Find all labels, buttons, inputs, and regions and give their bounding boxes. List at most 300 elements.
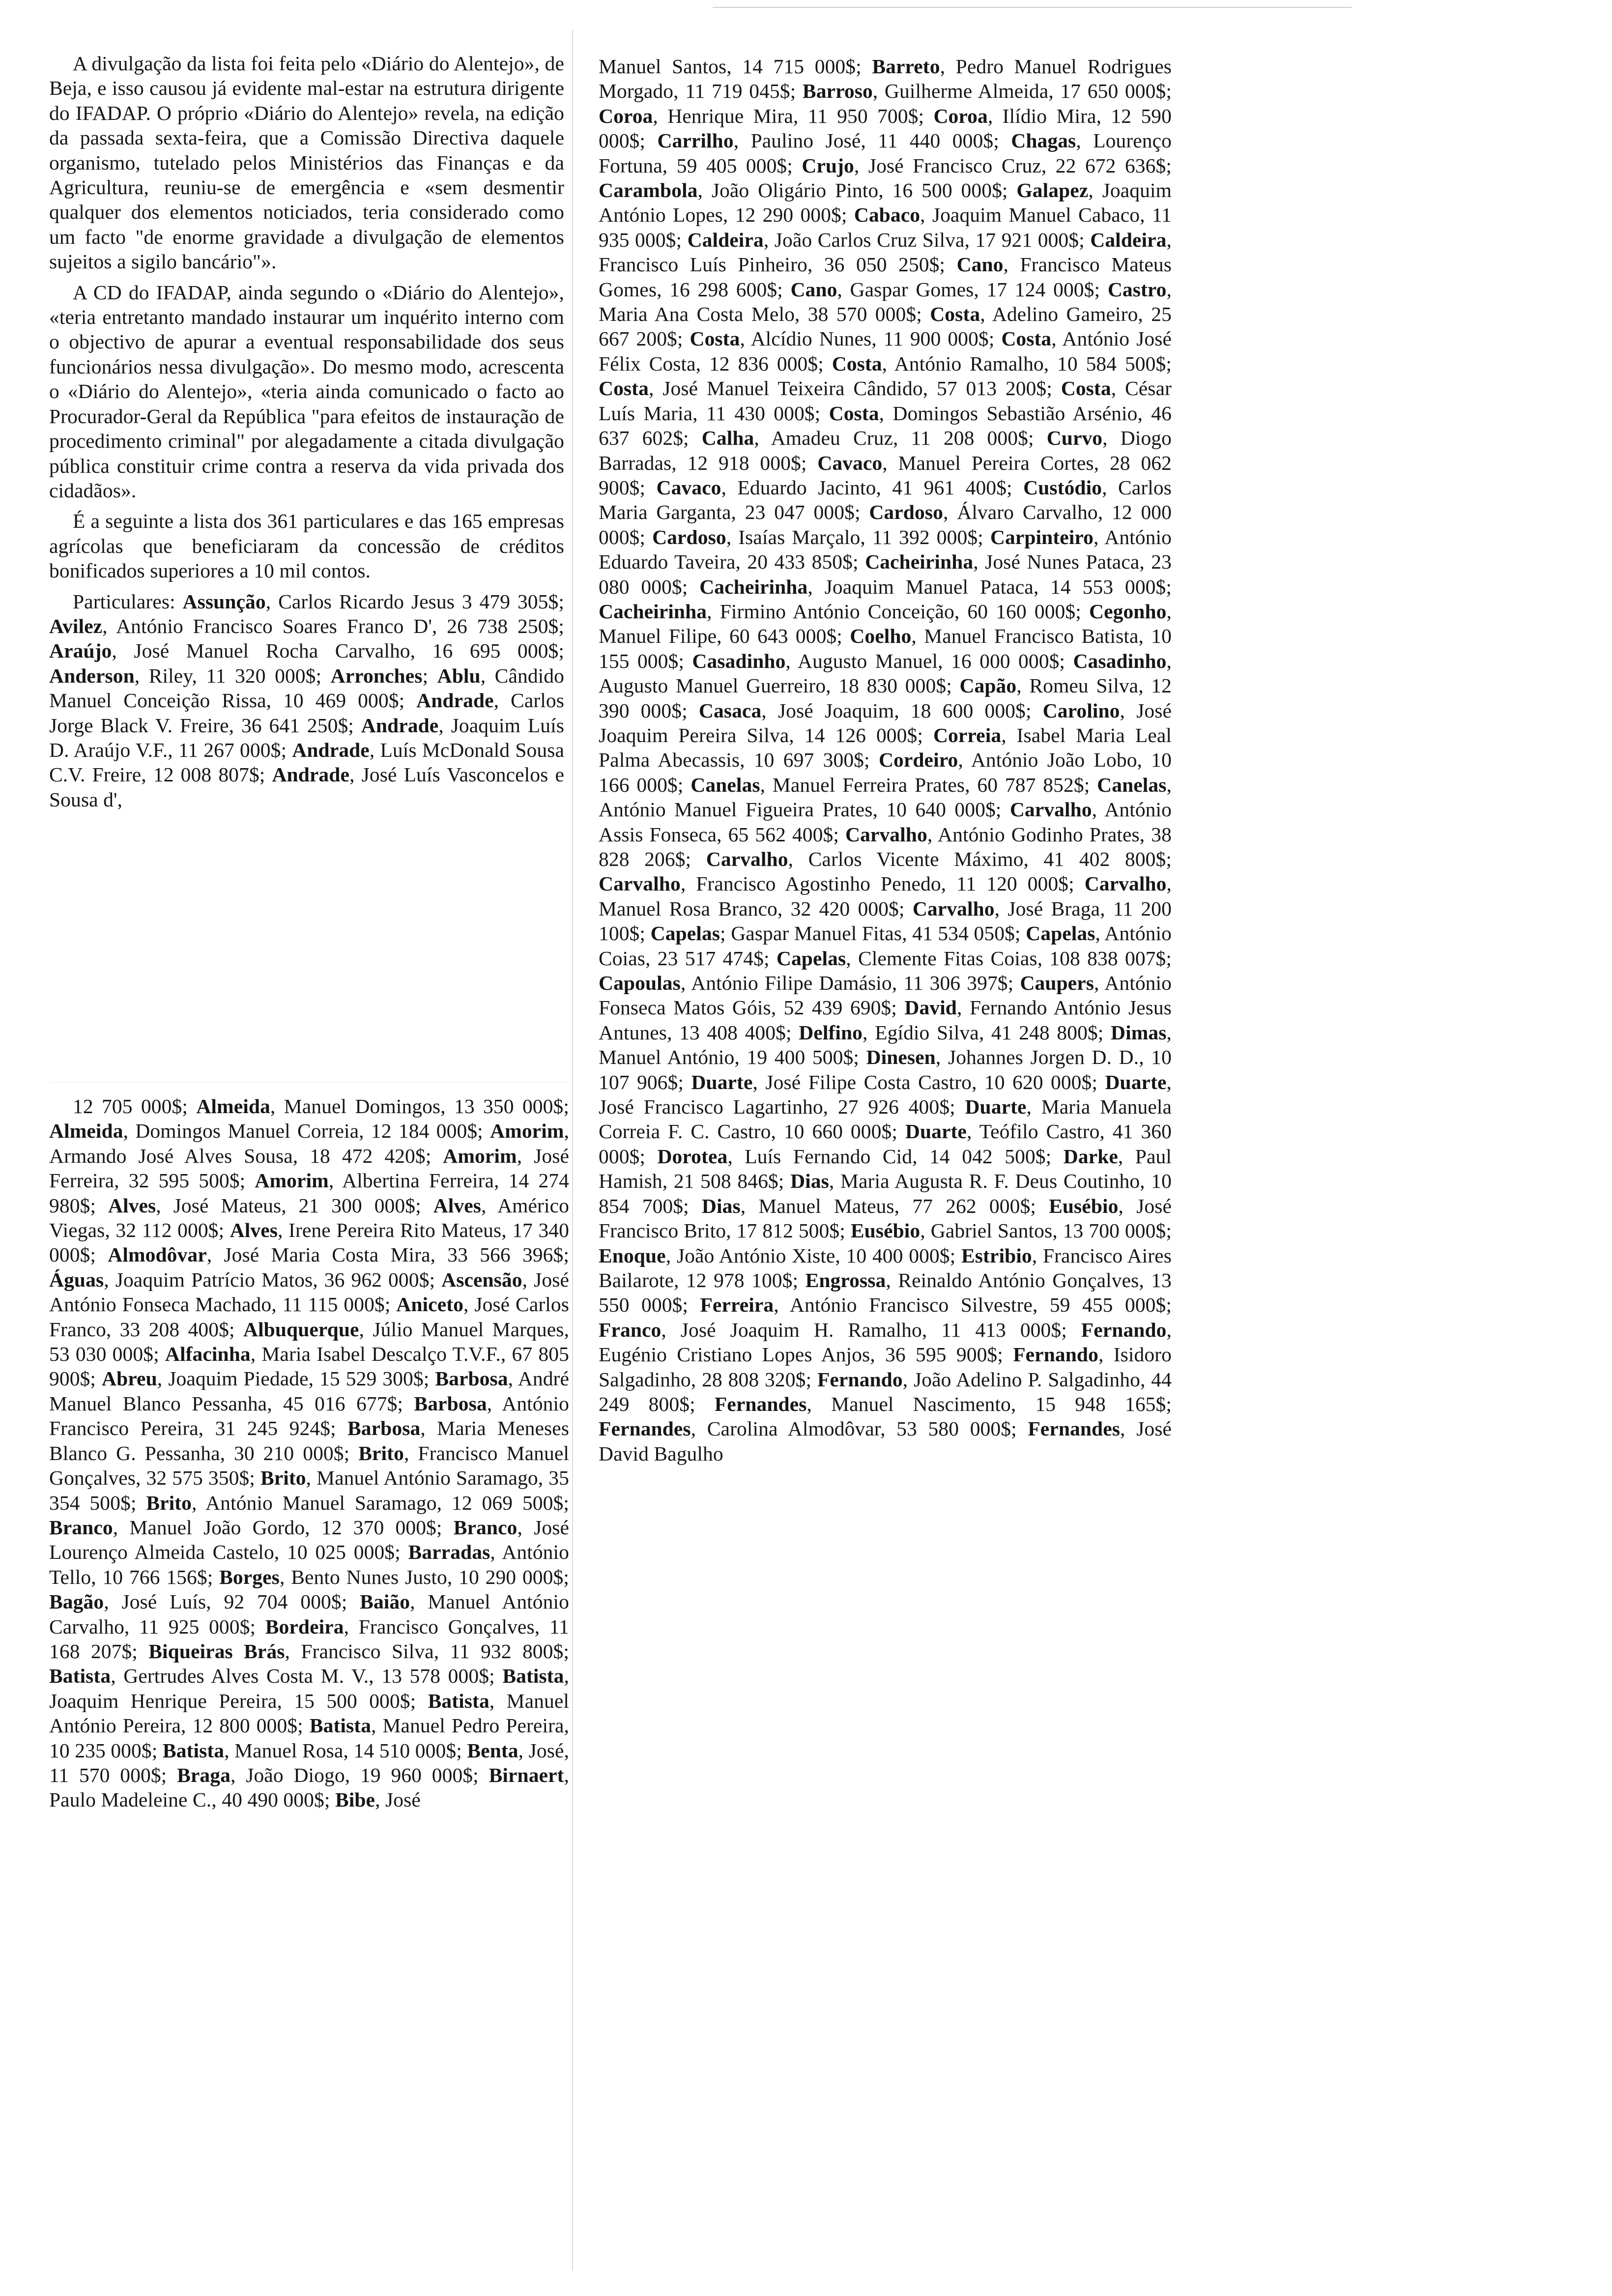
entry-surname: Carvalho (599, 872, 681, 895)
entry-surname: Duarte (691, 1070, 753, 1093)
entry-details: , António Coias, 23 517 474$; (599, 922, 1172, 970)
list-entry (183, 590, 564, 613)
entry-details: , Luís Fernando Cid, 14 042 500$; (727, 1145, 1064, 1168)
entry-details: , Manuel António, 19 400 500$; (599, 1021, 1172, 1069)
entry-details: , Francisco Silva, 11 932 800$; (285, 1639, 569, 1663)
list-entry (49, 615, 564, 637)
entry-surname: Costa (1001, 327, 1052, 350)
entry-surname: Fernando (1013, 1343, 1098, 1366)
entry-surname: Dias (701, 1194, 741, 1217)
entry-details: , Paulo Madeleine C., 40 490 000$; (49, 1763, 569, 1811)
entry-details: , António Filipe Damásio, 11 306 397$; (680, 972, 1020, 995)
entry-details: , Francisco Agostinho Penedo, 11 120 000$; (680, 872, 1085, 895)
list-entry (599, 1417, 1028, 1440)
entry-details: , Diogo Barradas, 12 918 000$; (599, 427, 1172, 474)
entry-details: , Maria Isabel Descalço T.V.F., 67 805 900$; (49, 1343, 569, 1390)
entry-details: , Ilídio Mira, 12 590 000$; (599, 104, 1172, 152)
entry-details: , António José Félix Costa, 12 836 000$; (599, 327, 1172, 375)
entry-surname: Carvalho (1009, 798, 1092, 821)
entry-details: , Isabel Maria Leal Palma Abecassis, 10 697 300$; (599, 723, 1172, 772)
entry-details: , Joaquim Henrique Pereira, 15 500 000$; (49, 1665, 569, 1712)
entry-details: Manuel Santos, 14 715 000$; (599, 55, 872, 78)
entry-details: , António Ramalho, 10 584 500$; (882, 352, 1172, 375)
intro-paragraph-1: A divulgação da lista foi feita pelo «Diário do Alentejo», de Beja, e isso causou já evidente mal-estar na estrutura dirigente do IFADAP. O próprio «Diário do Alentejo» revela, na edição da passada sexta-feira, que a Comissão Directiva daquele organismo, tutelado pelos Ministérios das Finanças e da Agricultura, reuniu-se de emergência e «sem desmentir qualquer dos elementos noticiados, teria considerado como um facto "de enorme gravidade a divulgação de elementos sujeitos a sigilo bancário"». (49, 52, 564, 273)
entry-details: , José Nunes Pataca, 23 080 000$; (599, 550, 1172, 598)
entry-surname: Curvo (1046, 427, 1103, 450)
entry-details: , Manuel António Pereira, 12 800 000$; (49, 1689, 569, 1737)
entry-surname: Bordeira (265, 1615, 344, 1638)
entry-surname: Canelas (691, 773, 760, 796)
entry-details: , Francisco Luís Pinheiro, 36 050 250$; (599, 228, 1172, 276)
entry-surname: Alfacinha (165, 1343, 251, 1366)
entry-details: , Joaquim Patrício Matos, 36 962 000$; (104, 1268, 442, 1291)
entry-surname: Caldeira (1090, 228, 1167, 251)
list-entry (700, 1293, 1172, 1316)
entry-surname: Cacheirinha (599, 600, 707, 623)
list-entry (699, 575, 1172, 598)
entry-surname: Engrossa (805, 1268, 886, 1292)
entry-details: , Gaspar Gomes, 17 124 000$; (837, 278, 1108, 301)
list-entry (49, 1268, 441, 1291)
entry-surname: Caupers (1020, 972, 1094, 995)
list-entry (599, 1319, 1081, 1341)
entry-surname: Dias (790, 1170, 829, 1193)
entry-details: , Manuel Ferreira Prates, 60 787 852$; (760, 773, 1097, 796)
entry-surname: Delfino (799, 1021, 863, 1044)
list-entry (219, 1566, 569, 1588)
entry-details: ; (422, 664, 437, 687)
list-entry (790, 278, 1107, 301)
entry-details: , Augusto Manuel Guerreiro, 18 830 000$; (599, 649, 1172, 697)
list-entry (49, 1665, 502, 1687)
entry-details: , Paul Hamish, 21 508 846$; (599, 1145, 1172, 1193)
entry-details: , Carlos Vicente Máximo, 41 402 800$; (788, 848, 1172, 870)
entry-surname: Brito (146, 1491, 192, 1514)
list-entry (599, 600, 1089, 623)
entry-surname: Alves (433, 1194, 481, 1217)
entry-details: , Clemente Fitas Coias, 108 838 007$; (846, 947, 1172, 970)
list-entry (335, 1788, 421, 1811)
entry-details: , José Manuel Rocha Carvalho, 16 695 000$; (112, 639, 564, 662)
entry-surname: Costa (1061, 377, 1111, 400)
entry-surname: Dinesen (866, 1046, 936, 1069)
entry-surname: Duarte (1105, 1070, 1167, 1093)
entry-details: , Domingos Sebastião Arsénio, 46 637 602$; (599, 402, 1172, 450)
entry-surname: Avilez (49, 614, 103, 637)
entry-details: , José Luís, 92 704 000$; (104, 1590, 360, 1613)
entry-details: , Domingos Manuel Correia, 12 184 000$; (123, 1119, 490, 1143)
entry-details: , André Manuel Blanco Pessanha, 45 016 677$; (49, 1367, 569, 1415)
entry-surname: Costa (599, 377, 649, 400)
entry-details: , António João Lobo, 10 166 000$; (599, 748, 1172, 796)
entry-surname: Coroa (933, 104, 988, 127)
entry-surname: Costa (829, 402, 879, 425)
entry-surname: Batista (502, 1665, 564, 1688)
entry-surname: Costa (690, 327, 740, 350)
entry-surname: Caldeira (687, 228, 764, 251)
entry-details: , Eduardo Jacinto, 41 961 400$; (721, 476, 1024, 499)
entry-surname: Capelas (776, 947, 846, 970)
entry-surname: Barbosa (435, 1367, 508, 1390)
entry-surname: Braga (177, 1763, 230, 1786)
entry-surname: Arronches (330, 664, 423, 687)
entry-surname: Birnaert (489, 1763, 564, 1786)
list-entry (146, 1492, 569, 1514)
entry-surname: Correia (933, 723, 1002, 746)
entry-surname: Amorim (443, 1144, 517, 1167)
entry-surname: Águas (49, 1268, 104, 1291)
entry-details: , José (375, 1788, 421, 1811)
entry-surname: Capoulas (599, 972, 681, 995)
entry-surname: Duarte (905, 1120, 967, 1143)
entry-details: , Adelino Gameiro, 25 667 200$; (599, 303, 1172, 350)
entry-details: , José Francisco Lagartinho, 27 926 400$; (599, 1070, 1172, 1119)
list-entry (177, 1764, 489, 1786)
entry-surname: Barbosa (414, 1392, 487, 1415)
entry-details: , António Tello, 10 766 156$; (49, 1541, 570, 1588)
entry-details: , José Mateus, 21 300 000$; (156, 1194, 433, 1217)
entry-surname: Custódio (1023, 476, 1102, 499)
list-entry (715, 1393, 1172, 1415)
entry-surname: Crujo (802, 154, 854, 177)
entry-surname: Carpinteiro (990, 525, 1094, 548)
list-entry (73, 1095, 196, 1118)
entry-surname: Duarte (965, 1095, 1027, 1119)
entry-details: , José Joaquim H. Ramalho, 11 413 000$; (661, 1318, 1081, 1341)
entry-details: , Joaquim Manuel Pataca, 14 553 000$; (807, 575, 1172, 598)
entry-details: , António Francisco Soares Franco D', 26 738 250$; (102, 614, 564, 637)
entry-surname: Biqueiras Brás (148, 1639, 285, 1663)
entry-details: 12 705 000$; (73, 1095, 197, 1118)
entry-details: , Gertrudes Alves Costa M. V., 13 578 000$; (111, 1665, 503, 1688)
entry-details: , Isidoro Salgadinho, 28 808 320$; (599, 1343, 1172, 1391)
entry-surname: Abreu (102, 1367, 157, 1390)
entry-details: , António Francisco Silvestre, 59 455 000$; (774, 1293, 1172, 1317)
entry-surname: Castro (1107, 278, 1167, 301)
entry-surname: Fernandes (599, 1417, 691, 1440)
entry-details: , Maria Ana Costa Melo, 38 570 000$; (599, 278, 1172, 326)
entry-surname: Carvalho (845, 823, 927, 846)
entry-details: , Carlos Jorge Black V. Freire, 36 641 250$; (49, 689, 564, 737)
list-entry (163, 1739, 467, 1762)
list-entry (599, 55, 872, 78)
entry-surname: Eusébio (1049, 1194, 1119, 1217)
entry-details: , Irene Pereira Rito Mateus, 17 340 000$; (49, 1219, 569, 1266)
entry-details: , José Filipe Costa Castro, 10 620 000$; (752, 1070, 1105, 1093)
entry-details: , Manuel Rosa Branco, 32 420 000$; (599, 872, 1172, 920)
entry-surname: Darke (1063, 1145, 1118, 1168)
entry-surname: Barradas (408, 1541, 490, 1564)
entry-surname: Aniceto (396, 1293, 463, 1316)
entry-details: , António Manuel Figueira Prates, 10 640 000$; (599, 773, 1172, 821)
entry-details: , José Luís Vasconcelos e Sousa d', (49, 763, 564, 811)
entry-details: , Manuel Mateus, 77 262 000$; (740, 1194, 1049, 1217)
entry-details: , Manuel Nascimento, 15 948 165$; (806, 1392, 1172, 1415)
intro-paragraph-2: A CD do IFADAP, ainda segundo o «Diário do Alentejo», «teria entretanto mandado instaurar um inquérito interno com o objectivo de apurar a eventual responsabilidade dos seus funcionários nessa divulgação». Do mesmo modo, acrescenta o «Diário do Alentejo», «teria ainda comunicado o facto ao Procurador-Geral da República "para efeitos de instauração de procedimento criminal" por alegadamente a citada divulgação pública constituir crime contra a reserva da vida privada dos cidadãos». (49, 281, 564, 502)
entry-surname: Carvalho (912, 897, 995, 920)
entry-details: , António Fonseca Matos Góis, 52 439 690$; (599, 972, 1172, 1019)
entry-surname: Eusébio (850, 1219, 921, 1242)
list-entry (702, 1195, 1049, 1217)
entry-details: , José Francisco Cruz, 22 672 636$; (854, 154, 1172, 177)
list-entry (599, 377, 1061, 400)
entry-surname: Casadinho (1073, 649, 1167, 672)
entry-details: , Manuel Francisco Batista, 10 155 000$; (599, 625, 1172, 672)
entry-surname: Carolino (1042, 699, 1120, 722)
entry-surname: Ferreira (700, 1293, 774, 1317)
entry-details: , José, 11 570 000$; (49, 1739, 570, 1786)
entry-surname: Cavaco (656, 476, 721, 499)
entry-surname: Ablu (437, 664, 481, 687)
entry-details: , Joaquim Luís D. Araújo V.F., 11 267 000$; (49, 714, 565, 761)
entry-surname: Borges (219, 1565, 280, 1588)
entry-details: , Teófilo Castro, 41 360 000$; (599, 1120, 1172, 1168)
entry-details: , Eugénio Cristiano Lopes Anjos, 36 595 900$; (599, 1318, 1172, 1366)
entry-surname: Andrade (361, 714, 439, 737)
entry-details: , Manuel Domingos, 13 350 000$; (270, 1095, 569, 1118)
entry-details: , Lourenço Fortuna, 59 405 000$; (599, 129, 1172, 177)
intro-paragraph-3: É a seguinte a lista dos 361 particulares e das 165 empresas agrícolas que beneficiaram da concessão de créditos bonificados superiores a 10 mil contos. (49, 510, 564, 582)
entry-details: , António Francisco Pereira, 31 245 924$; (49, 1392, 569, 1440)
entry-surname: Cabaco (854, 203, 921, 227)
entry-surname: Capelas (1026, 922, 1095, 945)
list-entry (657, 1145, 1063, 1168)
entry-surname: Alves (230, 1219, 278, 1242)
entry-details: , César Luís Maria, 11 430 000$; (599, 377, 1172, 425)
list-entry (102, 1367, 435, 1390)
entry-details: , Isaías Marçalo, 11 392 000$; (726, 525, 990, 548)
entry-surname: Albuquerque (243, 1318, 359, 1341)
list-entry (803, 80, 1172, 102)
list-entry (331, 664, 437, 687)
list-entry (799, 1021, 1111, 1044)
entry-details: , Pedro Manuel Rodrigues Morgado, 11 719 045$; (599, 55, 1172, 103)
entry-details: , José David Bagulho (599, 1417, 1172, 1465)
list-paragraph-left-top (49, 589, 564, 812)
entry-details: , Manuel Pereira Cortes, 28 062 900$; (599, 451, 1172, 499)
entry-details: ; Gaspar Manuel Fitas, 41 534 050$; (720, 922, 1026, 945)
entry-surname: Barroso (802, 80, 873, 103)
list-entry (599, 1244, 961, 1267)
entry-details: , João Oligário Pinto, 16 500 000$; (697, 179, 1017, 202)
entry-surname: Carvalho (706, 848, 788, 870)
entry-details: , Fernando António Jesus Antunes, 13 408 400$; (599, 996, 1172, 1044)
list-entry (706, 848, 1172, 870)
entry-details: , Maria Augusta R. F. Deus Coutinho, 10 854 700$; (599, 1170, 1172, 1217)
entry-surname: Dorotea (657, 1145, 728, 1168)
entry-surname: Araújo (49, 639, 112, 662)
entry-details: , Manuel António Carvalho, 11 925 000$; (49, 1590, 569, 1638)
entry-details: , Egídio Silva, 41 248 800$; (863, 1021, 1111, 1044)
entry-surname: Andrade (292, 738, 370, 761)
entry-surname: Barbosa (347, 1417, 421, 1440)
entry-details: , José Lourenço Almeida Castelo, 10 025 000$; (49, 1516, 570, 1564)
entry-surname: David (904, 996, 957, 1019)
entry-surname: Dimas (1111, 1021, 1167, 1044)
entry-details: , Francisco Gonçalves, 11 168 207$; (49, 1615, 569, 1663)
list-entry (851, 1219, 1172, 1242)
entry-surname: Batista (309, 1714, 372, 1737)
entry-details: , António Eduardo Taveira, 20 433 850$; (599, 525, 1172, 574)
entry-details: , Francisco Aires Bailarote, 12 978 100$; (599, 1244, 1172, 1292)
entry-details: , Gabriel Santos, 13 700 000$; (920, 1219, 1172, 1242)
entry-surname: Batista (428, 1689, 489, 1712)
list-entry (599, 872, 1085, 895)
list-entry (651, 922, 1026, 945)
entry-details: , José Francisco Brito, 17 812 500$; (599, 1194, 1172, 1242)
entry-details: , José António Fonseca Machado, 11 115 000$; (49, 1268, 570, 1316)
entry-surname: Enoque (599, 1244, 666, 1267)
entry-surname: Cano (790, 278, 837, 301)
entry-details: , Johannes Jorgen D. D., 10 107 906$; (599, 1046, 1172, 1093)
entry-details: , Maria Manuela Correia F. C. Castro, 10 660 000$; (599, 1095, 1172, 1143)
entry-details: , Joaquim António Lopes, 12 290 000$; (599, 179, 1172, 227)
entry-surname: Anderson (49, 664, 135, 687)
list-entry (802, 154, 1172, 177)
entry-surname: Coroa (599, 104, 653, 127)
entry-details: , Henrique Mira, 11 950 700$; (653, 104, 934, 127)
entry-details: , Francisco Mateus Gomes, 16 298 600$; (599, 253, 1172, 301)
top-rule (713, 7, 1352, 8)
entry-details: , João Adelino P. Salgadinho, 44 249 800$; (599, 1368, 1172, 1415)
entry-surname: Assunção (182, 590, 266, 613)
entry-surname: Capelas (650, 922, 720, 945)
list-entry (691, 1071, 1105, 1093)
entry-details: , Cândido Manuel Conceição Rissa, 10 469 000$; (49, 664, 565, 712)
entry-details: , Luís McDonald Sousa C.V. Freire, 12 008 807$; (49, 738, 564, 786)
entry-surname: Cacheirinha (699, 575, 808, 598)
list-paragraph-left-bottom (49, 1094, 569, 1812)
list-paragraph-right (599, 54, 1172, 1466)
list-entry (691, 774, 1097, 796)
entry-surname: Cavaco (817, 451, 883, 474)
entry-surname: Carambola (599, 179, 698, 202)
list-entry (196, 1095, 569, 1118)
list-entry (599, 179, 1016, 201)
entry-surname: Coelho (850, 625, 912, 648)
entry-details: , António Assis Fonseca, 65 562 400$; (599, 798, 1172, 846)
entry-details: , Alcídio Nunes, 11 900 000$; (740, 327, 1002, 350)
entry-details: , José Joaquim, 18 600 000$; (761, 699, 1043, 722)
entry-details: , Amadeu Cruz, 11 208 000$; (754, 427, 1047, 450)
entry-details: , Paulino José, 11 440 000$; (733, 129, 1011, 152)
entry-surname: Branco (49, 1516, 113, 1539)
list-label: Particulares: (73, 590, 175, 613)
entry-surname: Ascensão (441, 1268, 522, 1291)
entry-details: , José Joaquim Pereira Silva, 14 126 000$; (599, 699, 1172, 746)
list-entry (692, 650, 1073, 672)
list-entry (599, 972, 1020, 994)
entry-details: , José Braga, 11 200 100$; (599, 897, 1172, 945)
entry-surname: Amorim (255, 1169, 329, 1192)
entry-surname: Amorim (490, 1119, 564, 1143)
entry-details: , Francisco Manuel Gonçalves, 32 575 350$; (49, 1441, 569, 1490)
left-column-bottom (49, 1094, 569, 1812)
list-entry (699, 699, 1043, 722)
list-entry (49, 639, 564, 662)
entry-surname: Calha (701, 427, 754, 450)
entry-surname: Franco (599, 1318, 662, 1341)
entry-details: , Guilherme Almeida, 17 650 000$; (872, 80, 1172, 103)
entry-details: , Albertina Ferreira, 14 274 980$; (49, 1169, 569, 1217)
entry-details: , Manuel António Saramago, 35 354 500$; (49, 1466, 569, 1514)
entry-surname: Baião (360, 1590, 410, 1613)
entry-surname: Cegonho (1089, 600, 1167, 623)
entry-details: , José Ferreira, 32 595 500$; (49, 1144, 569, 1192)
entry-surname: Carvalho (1084, 872, 1167, 895)
list-entry (599, 105, 933, 127)
entry-surname: Almodôvar (108, 1243, 207, 1266)
entry-details: , Carlos Ricardo Jesus 3 479 305$; (265, 590, 564, 613)
list-entry (690, 327, 1002, 350)
entry-surname: Costa (930, 303, 980, 326)
entry-surname: Casadinho (692, 649, 786, 672)
entry-surname: Andrade (416, 689, 494, 712)
entry-details: , Bento Nunes Justo, 10 290 000$; (279, 1565, 569, 1588)
entry-surname: Cardoso (652, 525, 726, 548)
entry-surname: Branco (453, 1516, 518, 1539)
entry-details: , Armando José Alves Sousa, 18 472 420$; (49, 1119, 569, 1167)
entry-details: , Romeu Silva, 12 390 000$; (599, 674, 1172, 722)
entry-surname: Cordeiro (878, 748, 958, 772)
entry-surname: Batista (162, 1739, 225, 1762)
entry-list (49, 590, 564, 811)
left-column-top (49, 51, 564, 812)
list-entry (49, 664, 331, 687)
entry-surname: Almeida (196, 1095, 270, 1118)
list-entry (148, 1640, 569, 1663)
entry-surname: Fernandes (1028, 1417, 1121, 1440)
entry-surname: Fernando (817, 1368, 903, 1391)
entry-details: , João Diogo, 19 960 000$; (230, 1763, 489, 1786)
entry-surname: Costa (832, 352, 882, 375)
entry-surname: Cardoso (869, 501, 943, 524)
entry-details: , Manuel Filipe, 60 643 000$; (599, 600, 1172, 648)
entry-surname: Fernando (1081, 1318, 1167, 1341)
entry-details: , Manuel João Gordo, 12 370 000$; (113, 1516, 454, 1539)
right-column (599, 54, 1172, 1466)
entry-surname: Galapez (1016, 179, 1089, 202)
column-break (49, 1082, 570, 1083)
entry-details: , José Manuel Teixeira Cândido, 57 013 200$; (648, 377, 1061, 400)
entry-details: , Augusto Manuel, 16 000 000$; (785, 649, 1073, 672)
list-entry (49, 1590, 360, 1613)
list-entry (657, 129, 1011, 152)
entry-surname: Fernandes (714, 1392, 807, 1415)
entry-details: , João Carlos Cruz Silva, 17 921 000$; (763, 228, 1091, 251)
entry-details: , Manuel Pedro Pereira, 10 235 000$; (49, 1714, 569, 1762)
entry-details: , Joaquim Piedade, 15 529 300$; (157, 1367, 435, 1390)
entry-details: , Firmino António Conceição, 60 160 000$; (707, 600, 1089, 623)
entry-details: , Carolina Almodôvar, 53 580 000$; (691, 1417, 1028, 1440)
list-entry (49, 1119, 490, 1142)
entry-surname: Batista (49, 1665, 111, 1688)
entry-details: , Álvaro Carvalho, 12 000 000$; (599, 501, 1172, 548)
entry-details: , Riley, 11 320 000$; (134, 664, 331, 687)
list-entry (702, 427, 1047, 449)
entry-surname: Barreto (872, 55, 940, 78)
entry-details: , Américo Viegas, 32 112 000$; (49, 1194, 569, 1242)
list-entry (108, 1243, 569, 1266)
entry-surname: Benta (467, 1739, 518, 1762)
entry-surname: Brito (358, 1441, 404, 1464)
entry-surname: Andrade (272, 763, 349, 786)
list-entry (49, 1516, 454, 1539)
column-divider (572, 29, 573, 2270)
list-entry (688, 229, 1091, 251)
entry-surname: Chagas (1011, 129, 1076, 152)
entry-surname: Canelas (1097, 773, 1167, 796)
